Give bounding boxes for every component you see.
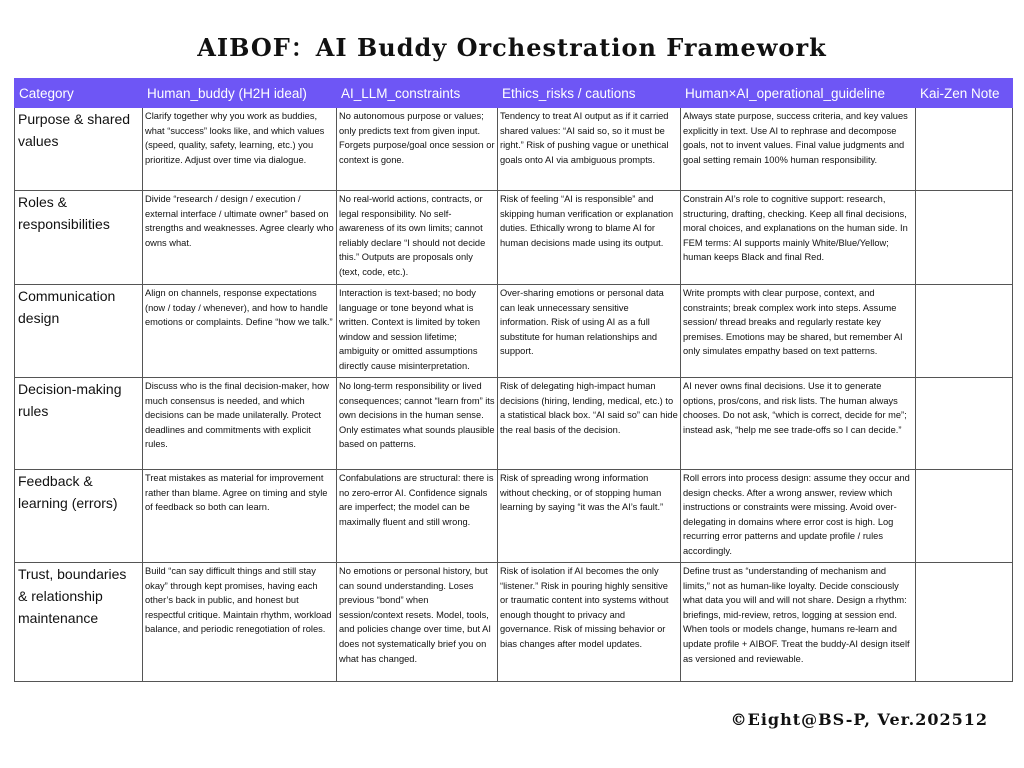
table-row — [15, 470, 1013, 563]
cell-human-buddy: Divide “research / design / execution / external interface / ultimate owner” based on strengths and weaknesses. Agree clearly who owns what. — [143, 191, 337, 285]
cell-ai-constraints: Interaction is text-based; no body language or tone beyond what is written. Context is limited by token window and session lifetime; ambiguity or omitted assumptions directly cause misinterpretation. — [337, 285, 498, 378]
cell-guideline: Roll errors into process design: assume they occur and design checks. After a wrong answer, review which instructions or constraints were missing. Avoid over-delegating in domains where error cost is high. Log recurring error patterns and update profile / rules accordingly. — [681, 470, 916, 563]
header-human-buddy: Human_buddy (H2H ideal) — [143, 79, 337, 108]
header-kaizen-note: Kai-Zen Note — [916, 79, 1013, 108]
cell-ethics-risks: Tendency to treat AI output as if it carried shared values: “AI said so, so it must be right.” Risk of pushing vague or unethical goals onto AI via ambiguous prompts. — [498, 108, 681, 191]
cell-kaizen-note — [916, 470, 1013, 563]
cell-ethics-risks: Risk of delegating high-impact human decisions (hiring, lending, medical, etc.) to a statistical black box. “AI said so” can hide the real basis of the decision. — [498, 378, 681, 470]
header-category: Category — [15, 79, 143, 108]
cell-ethics-risks: Risk of feeling “AI is responsible” and skipping human verification or explanation duties. Ethically wrong to blame AI for human decisions made using its output. — [498, 191, 681, 285]
cell-guideline: Write prompts with clear purpose, context, and constraints; break complex work into steps. Assume session/ thread breaks and regularly restate key premises. Emotions may be shared, but remember AI only simulates empathy based on text patterns. — [681, 285, 916, 378]
cell-kaizen-note — [916, 285, 1013, 378]
cell-ai-constraints: No real-world actions, contracts, or legal responsibility. No self-awareness of its own limits; cannot reliably declare “I should not decide this.” Outputs are proposals only (text, code, etc.). — [337, 191, 498, 285]
cell-category: Purpose & shared values — [15, 108, 143, 191]
cell-ai-constraints: Confabulations are structural: there is no zero-error AI. Confidence signals are imperfect; the model can be maximally fluent and still wrong. — [337, 470, 498, 563]
cell-kaizen-note — [916, 191, 1013, 285]
table-row — [15, 108, 1013, 191]
cell-human-buddy: Build “can say difficult things and still stay okay” through kept promises, having each other’s back in public, and honest but respectful critique. Maintain rhythm, workload balance, and periodic renegotiation of roles. — [143, 563, 337, 682]
cell-guideline: Always state purpose, success criteria, and key values explicitly in text. Use AI to rephrase and decompose goals, not to invent values. Final value judgments and goal setting remain 100% human responsibility. — [681, 108, 916, 191]
cell-ai-constraints: No emotions or personal history, but can sound understanding. Loses previous “bond” when session/context resets. Model, tools, and policies change over time, but AI does not systematically brief you on what has changed. — [337, 563, 498, 682]
header-guideline: Human×AI_operational_guideline — [681, 79, 916, 108]
table-row — [15, 563, 1013, 682]
framework-table — [14, 78, 1013, 682]
header-ethics-risks: Ethics_risks / cautions — [498, 79, 681, 108]
page-title: AIBOF：AI Buddy Orchestration Framework — [197, 33, 827, 62]
cell-ai-constraints: No autonomous purpose or values; only predicts text from given input. Forgets purpose/goal once session or context is gone. — [337, 108, 498, 191]
cell-ethics-risks: Over-sharing emotions or personal data can leak unnecessary sensitive information. Risk of using AI as a full substitute for human relationships and support. — [498, 285, 681, 378]
cell-category: Roles & responsibilities — [15, 191, 143, 285]
cell-kaizen-note — [916, 563, 1013, 682]
cell-kaizen-note — [916, 108, 1013, 191]
cell-category: Communication design — [15, 285, 143, 378]
cell-ai-constraints: No long-term responsibility or lived consequences; cannot “learn from” its own decisions in the human sense. Only estimates what sounds plausible based on patterns. — [337, 378, 498, 470]
cell-category: Feedback & learning (errors) — [15, 470, 143, 563]
cell-ethics-risks: Risk of spreading wrong information without checking, or of stopping human learning by saying “it was the AI’s fault.” — [498, 470, 681, 563]
cell-category: Trust, boundaries & relationship maintenance — [15, 563, 143, 682]
cell-category: Decision-making rules — [15, 378, 143, 470]
cell-guideline: AI never owns final decisions. Use it to generate options, pros/cons, and risk lists. The human always chooses. Do not ask, “which is correct, decide for me”; instead ask, “help me see trade-offs so I can decide.” — [681, 378, 916, 470]
table-row — [15, 285, 1013, 378]
copyright-footer: ©Eight@BS-P, Ver.202512 — [730, 710, 988, 729]
cell-human-buddy: Discuss who is the final decision-maker, how much consensus is needed, and which decisions can be made unilaterally. Protect deadlines and commitments with explicit rules. — [143, 378, 337, 470]
cell-human-buddy: Treat mistakes as material for improvement rather than blame. Agree on timing and style of feedback so both can learn. — [143, 470, 337, 563]
table-row — [15, 378, 1013, 470]
cell-kaizen-note — [916, 378, 1013, 470]
cell-human-buddy: Clarify together why you work as buddies, what “success” looks like, and which values (speed, quality, safety, learning, etc.) you prioritize. Adjust over time via dialogue. — [143, 108, 337, 191]
table-row — [15, 191, 1013, 285]
cell-ethics-risks: Risk of isolation if AI becomes the only “listener.” Risk in pouring highly sensitive or traumatic content into systems without enough thought to privacy and governance. Risk of missing behavior or bias changes after model updates. — [498, 563, 681, 682]
cell-guideline: Constrain AI’s role to cognitive support: research, structuring, drafting, checking. Keep all final decisions, moral choices, and explanations on the human side. In FEM terms: AI supports mainly White/Blue/Yellow; human keeps Black and final Red. — [681, 191, 916, 285]
table-header-row — [15, 79, 1013, 108]
header-ai-constraints: AI_LLM_constraints — [337, 79, 498, 108]
cell-guideline: Define trust as “understanding of mechanism and limits,” not as human-like loyalty. Decide consciously what data you will and will not share. Design a rhythm: briefings, mid-review, retros, logging at session end. When tools or models change, humans re-learn and update profile + AIBOF. Treat the buddy-AI design itself as versioned and reviewable. — [681, 563, 916, 682]
cell-human-buddy: Align on channels, response expectations (now / today / whenever), and how to handle emotions or complaints. Define “how we talk.” — [143, 285, 337, 378]
